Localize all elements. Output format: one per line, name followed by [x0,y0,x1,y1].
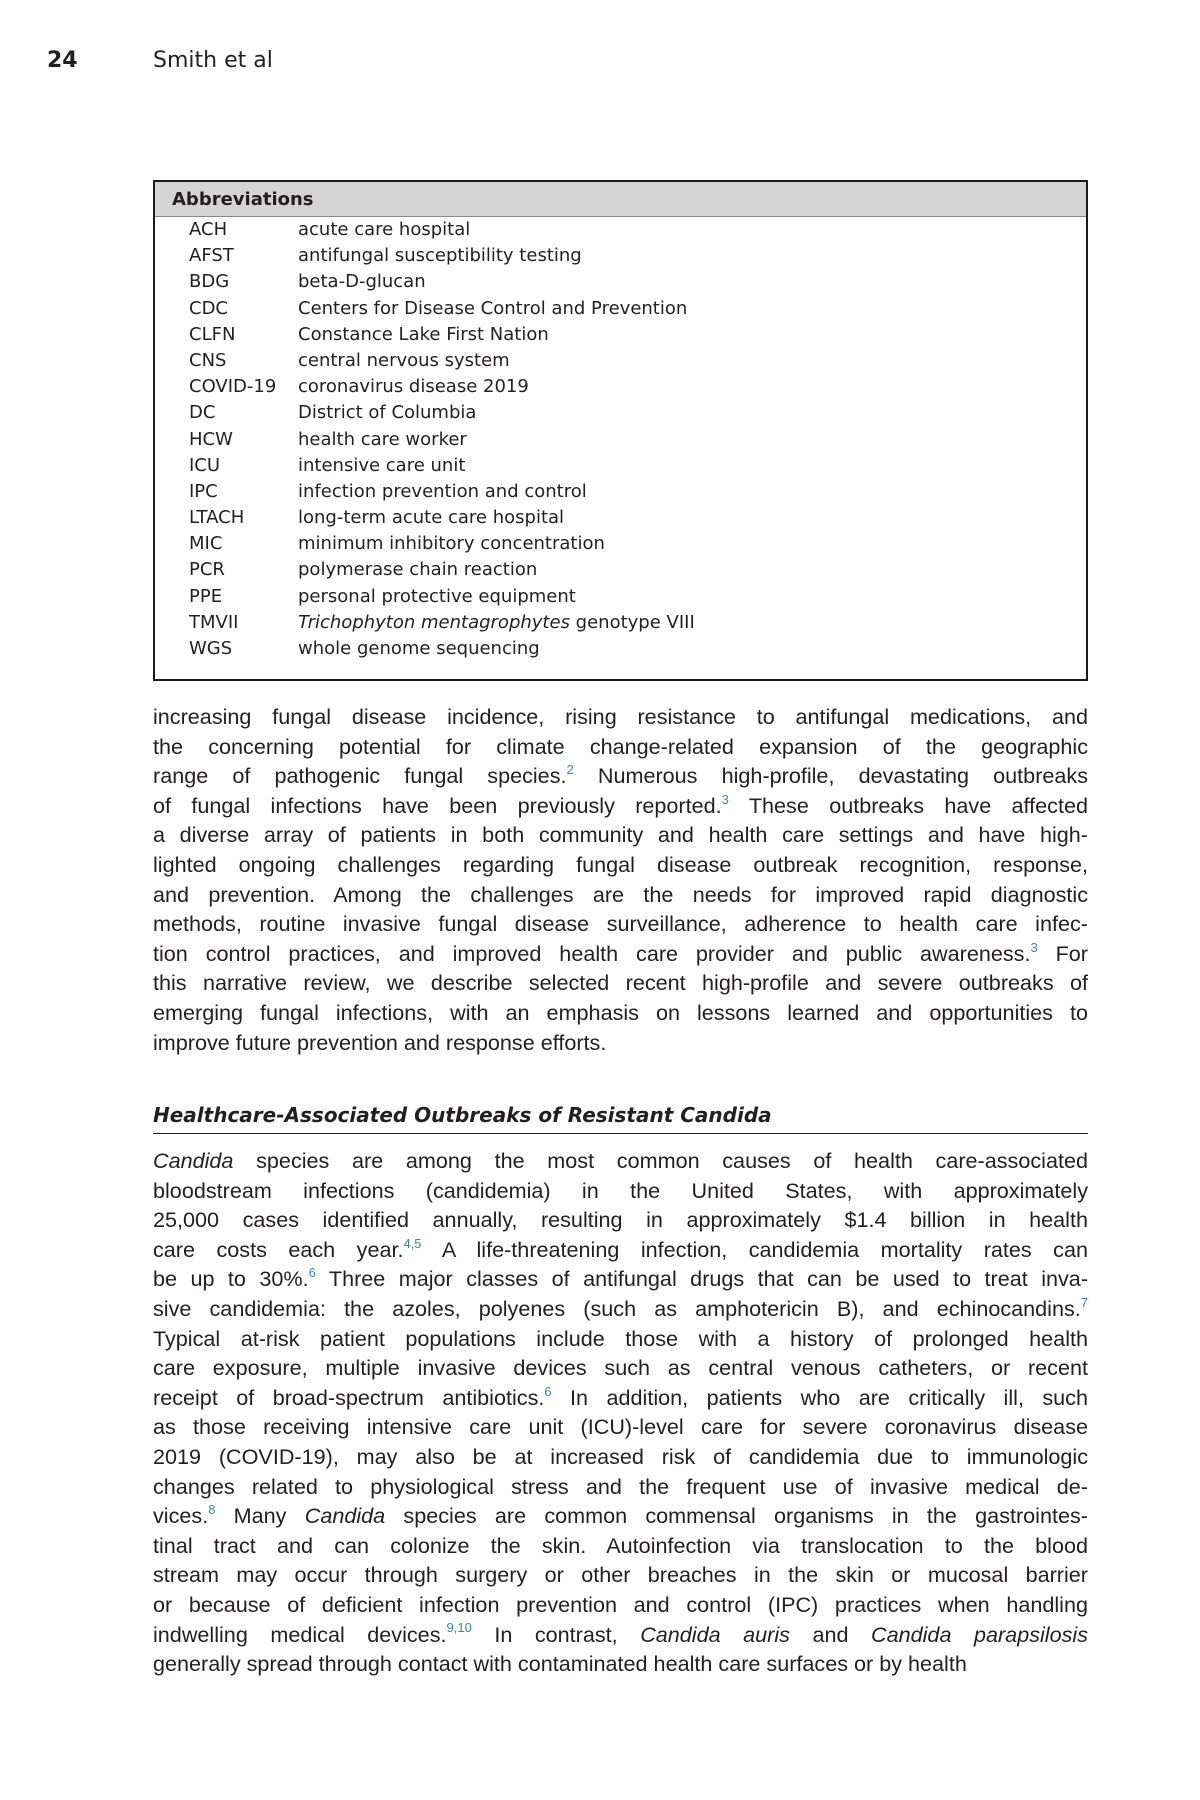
abbreviation-definition: infection prevention and control [298,480,587,502]
text-line [153,732,1088,762]
reference-link[interactable]: 3 [721,791,729,807]
reference-link[interactable]: 2 [566,762,574,777]
reference-link[interactable]: 8 [208,1501,216,1517]
text-line [153,1531,1088,1561]
text-line [153,850,1088,880]
abbreviation-definition: beta-D-glucan [298,271,426,293]
abbreviation-definition: Centers for Disease Control and Prevention [298,297,688,319]
abbreviation-definition: antifungal susceptibility testing [298,245,582,267]
text-run: For [1037,940,1088,966]
text-run: sive candidemia: the azoles, polyenes (such as amphotericin B), and echinocandins. [153,1295,1081,1321]
abbreviation-code: TMVII [189,611,239,633]
text-run: the concerning potential for climate change-related expansion of the geographic [153,733,1088,759]
abbreviation-code: CDC [189,297,228,319]
reference-link[interactable]: 9,10 [446,1620,472,1636]
abbreviation-row [155,217,1086,243]
text-run: Numerous high-profile, devastating outbreaks [573,763,1088,789]
abbreviation-code: CNS [189,349,227,371]
abbreviation-definition: acute care hospital [298,219,471,240]
abbreviation-definition: health care worker [298,428,467,450]
text-run: lighted ongoing challenges regarding fungal disease outbreak recognition, response, [153,851,1088,877]
text-line [153,1324,1088,1354]
text-run: Typical at-risk patient populations include those with a history of prolonged health [153,1325,1088,1351]
text-line [153,1028,1088,1058]
abbreviation-definition: coronavirus disease 2019 [298,376,529,398]
abbreviation-code: CLFN [189,323,236,345]
text-line [153,1472,1088,1502]
text-line [153,909,1088,939]
text-run: receipt of broad-spectrum antibiotics. [153,1384,545,1410]
candida-paragraph [153,1146,1088,1679]
text-run: emerging fungal infections, with an emphasis on lessons learned and opportunities to [153,999,1088,1025]
text-run: vices. [153,1503,209,1529]
abbreviation-row [155,610,1086,636]
abbreviation-row [155,479,1086,505]
abbreviation-row [155,557,1086,583]
abbreviations-box [153,180,1088,681]
text-line [153,1620,1088,1650]
text-line [153,1560,1088,1590]
text-run: a diverse array of patients in both community and health care settings and have high- [153,822,1088,848]
text-run: increasing fungal disease incidence, rising resistance to antifungal medications, and [153,704,1088,729]
text-run: 2019 (COVID-19), may also be at increased risk of candidemia due to immunologic [153,1443,1088,1469]
reference-link[interactable]: 7 [1080,1294,1088,1310]
abbreviation-row [155,505,1086,531]
running-author: Smith et al [153,48,273,73]
abbreviation-definition: Constance Lake First Nation [298,323,549,345]
text-line [153,939,1088,969]
abbreviation-code: ICU [189,454,221,476]
italic-text: Candida auris [640,1621,790,1647]
text-line [153,968,1088,998]
text-line [153,1205,1088,1235]
text-run: improve future prevention and response efforts. [153,1029,607,1055]
abbreviation-definition: District of Columbia [298,402,477,424]
text-run: tinal tract and can colonize the skin. Autoinfection via translocation to the blood [153,1532,1088,1558]
abbreviation-row [155,322,1086,348]
abbreviation-definition: whole genome sequencing [298,638,540,659]
text-run: range of pathogenic fungal species. [153,763,567,789]
abbreviation-code: MIC [189,533,223,555]
text-line [153,998,1088,1028]
italic-text: Candida [304,1503,386,1529]
abbreviation-code: AFST [189,245,234,267]
text-run: this narrative review, we describe selected recent high-profile and severe outbreaks of [153,970,1088,996]
abbreviation-code: IPC [189,480,218,502]
text-run: 25,000 cases identified annually, resulting in approximately $1.4 billion in health [153,1207,1088,1233]
abbreviation-definition: personal protective equipment [298,585,576,607]
text-line [153,1235,1088,1265]
abbreviation-code: LTACH [189,507,245,529]
text-run: and [789,1621,872,1647]
text-line [153,761,1088,791]
italic-text: Candida [153,1148,234,1173]
abbreviation-definition: central nervous system [298,349,510,371]
abbreviation-row [155,348,1086,374]
abbreviation-code: PPE [189,585,223,607]
abbreviation-definition: long-term acute care hospital [298,507,565,529]
text-run: generally spread through contact with contaminated health care surfaces or by health [153,1651,967,1677]
text-run: tion control practices, and improved health care provider and public awareness. [153,940,1031,966]
text-line [153,1590,1088,1620]
text-run: care exposure, multiple invasive devices such as central venous catheters, or recent [153,1355,1088,1381]
text-run: Three major classes of antifungal drugs that can be used to treat inva- [315,1266,1088,1292]
text-run: care costs each year. [153,1236,404,1262]
text-line [153,702,1088,732]
text-run: Many [215,1503,305,1529]
text-run: and prevention. Among the challenges are the needs for improved rapid diagnostic [153,881,1088,907]
abbreviation-row [155,531,1086,557]
text-line [153,1501,1088,1531]
abbreviation-definition: polymerase chain reaction [298,559,538,581]
text-line [153,1649,1088,1679]
intro-paragraph [153,702,1088,1057]
abbreviation-code: DC [189,402,216,424]
abbreviation-code: WGS [189,638,233,659]
text-run: species are among the most common causes of health care-associated [233,1148,1088,1173]
section-heading: Healthcare-Associated Outbreaks of Resistant Candida [153,1103,1088,1134]
text-line [153,1146,1088,1176]
italic-text: Candida parapsilosis [871,1621,1088,1647]
abbreviation-code: COVID-19 [189,376,277,398]
text-run: indwelling medical devices. [153,1621,447,1647]
abbreviation-row [155,243,1086,269]
abbreviation-row [155,636,1086,662]
text-line [153,1353,1088,1383]
text-run: be up to 30%. [153,1266,309,1292]
text-run: methods, routine invasive fungal disease surveillance, adherence to health care infec- [153,911,1088,937]
text-run: bloodstream infections (candidemia) in the United States, with approximately [153,1177,1088,1203]
text-line [153,791,1088,821]
page-number: 24 [47,48,78,73]
abbreviation-code: PCR [189,559,225,581]
abbreviation-definition: intensive care unit [298,454,466,476]
abbreviations-list [155,217,1086,662]
text-line [153,1412,1088,1442]
text-run: A life-threatening infection, candidemia mortality rates can [421,1236,1088,1262]
abbreviation-row [155,269,1086,295]
text-line [153,1176,1088,1206]
abbreviation-row [155,400,1086,426]
abbreviations-title: Abbreviations [155,182,1086,217]
abbreviation-row [155,453,1086,479]
abbreviation-definition: Trichophyton mentagrophytes genotype VIII [298,611,695,633]
reference-link[interactable]: 4,5 [403,1235,422,1251]
reference-link[interactable]: 6 [544,1383,552,1399]
abbreviation-row [155,427,1086,453]
text-line [153,1383,1088,1413]
abbreviation-row [155,296,1086,322]
abbreviation-code: ACH [189,219,228,240]
reference-link[interactable]: 6 [308,1265,316,1281]
text-run: In addition, patients who are critically ill, such [551,1384,1088,1410]
text-line [153,1264,1088,1294]
running-head [47,48,1140,82]
text-run: stream may occur through surgery or other breaches in the skin or mucosal barrier [153,1562,1088,1588]
text-line [153,820,1088,850]
text-run: or because of deficient infection prevention and control (IPC) practices when handling [153,1591,1088,1617]
text-run: species are common commensal organisms in the gastrointes- [385,1503,1088,1529]
abbreviation-row [155,584,1086,610]
abbreviation-row [155,374,1086,400]
abbreviation-definition: minimum inhibitory concentration [298,533,605,555]
text-run: of fungal infections have been previously reported. [153,792,722,818]
text-run: These outbreaks have affected [728,792,1088,818]
reference-link[interactable]: 3 [1030,939,1038,955]
text-line [153,1442,1088,1472]
text-run: In contrast, [471,1621,641,1647]
abbreviation-code: BDG [189,271,230,293]
text-run: changes related to physiological stress and the frequent use of invasive medical de- [153,1473,1088,1499]
abbreviation-code: HCW [189,428,233,450]
text-run: as those receiving intensive care unit (ICU)-level care for severe coronavirus disease [153,1414,1088,1440]
text-line [153,1294,1088,1324]
text-line [153,880,1088,910]
